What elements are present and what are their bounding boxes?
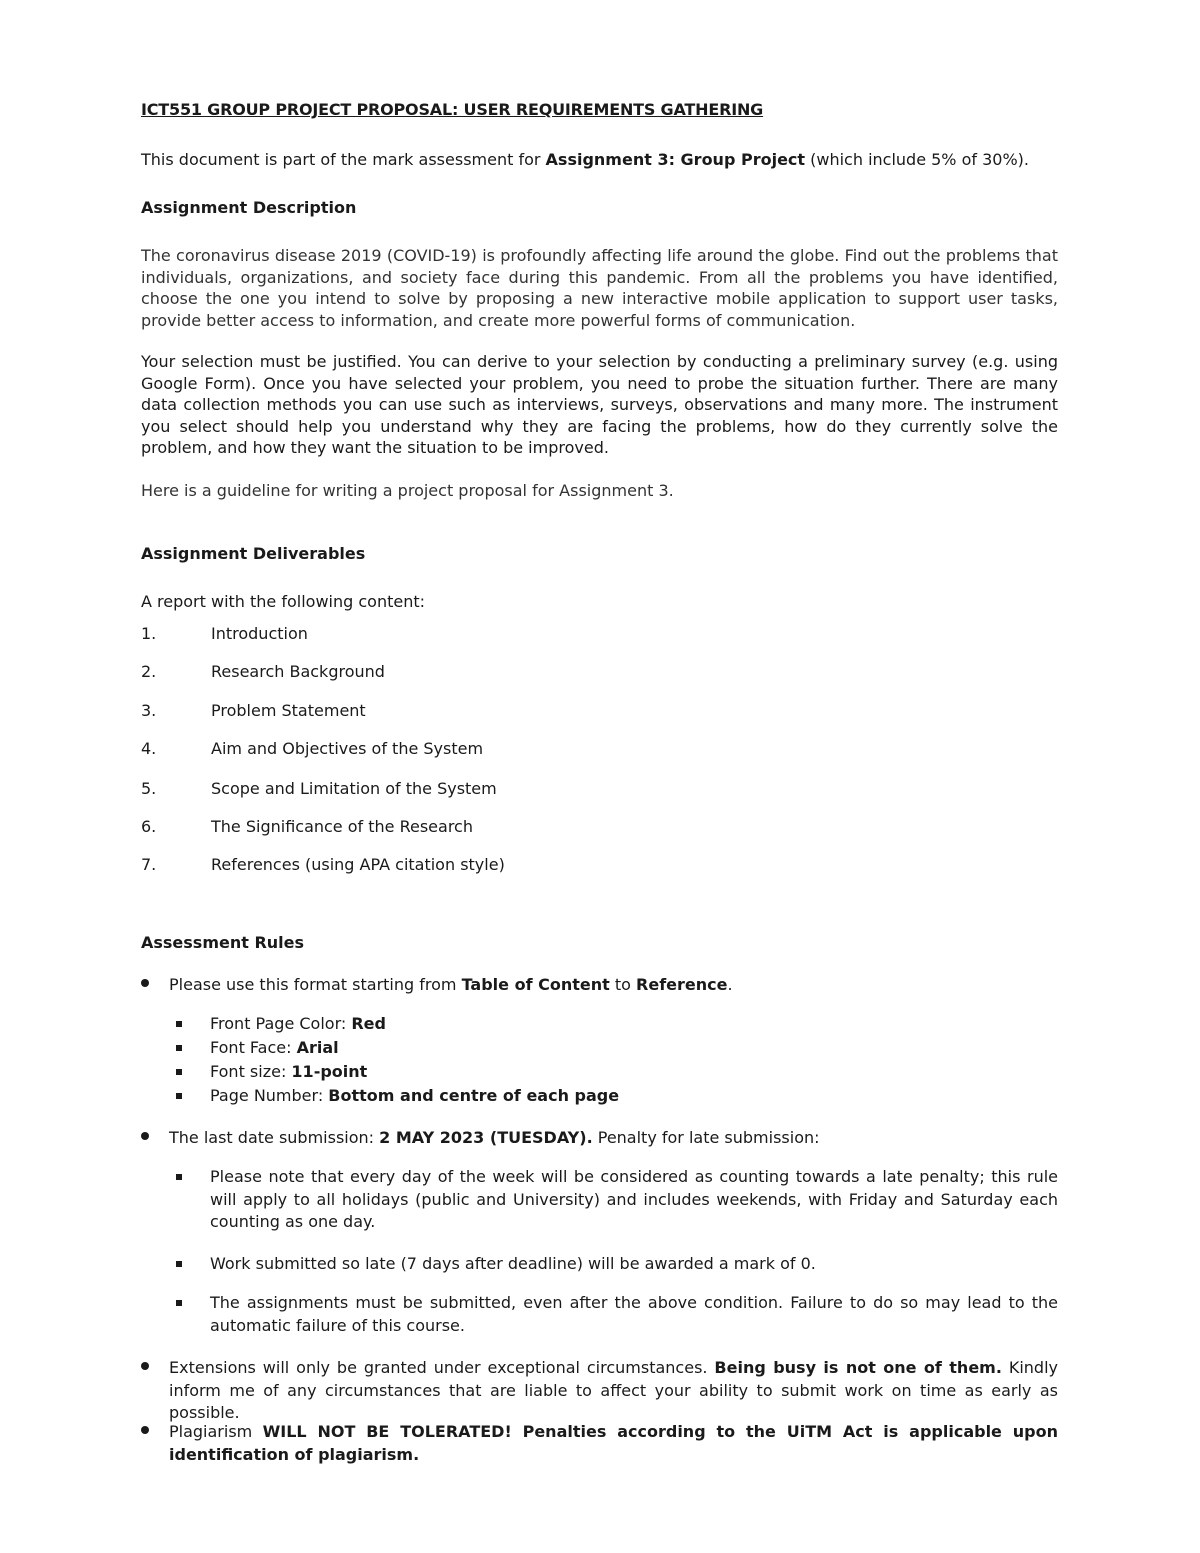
format-label: Font Face: <box>210 1038 297 1057</box>
square-bullet-icon <box>176 1300 182 1306</box>
description-paragraph-2: Your selection must be justified. You can derive to your selection by conducting a preliminary survey (e.g. using Google Form). Once you have selected your problem, you need to probe the situation further. There are many data collection methods you can use such as interviews, surveys, observations and many more. The instrument you select should help you understand why they are facing the problems, how do they currently solve the problem, and how they want the situation to be improved. <box>141 352 1058 457</box>
deliverable-text: Introduction <box>211 624 308 643</box>
bullet-dot-icon <box>141 979 149 987</box>
bullet-dot-icon <box>141 1426 149 1434</box>
rule-text: The last date submission: <box>169 1128 380 1147</box>
penalty-text: Please note that every day of the week will be considered as counting towards a late penalty; this rule will apply to all holidays (public and University) and includes weekends, with Friday and Saturday each counting as one day. <box>210 1167 1058 1231</box>
deliverable-number: 2. <box>141 662 157 681</box>
deliverables-heading: Assignment Deliverables <box>141 544 366 563</box>
format-label: Front Page Color: <box>210 1014 352 1033</box>
format-label: Font size: <box>210 1062 292 1081</box>
deliverable-text: The Significance of the Research <box>211 817 473 836</box>
rule-text: Penalty for late submission: <box>592 1128 820 1147</box>
square-bullet-icon <box>176 1021 182 1027</box>
rule-text: to <box>609 975 637 994</box>
deliverable-number: 5. <box>141 779 157 798</box>
penalty-text: Work submitted so late (7 days after deadline) will be awarded a mark of 0. <box>210 1254 816 1273</box>
deliverable-number: 3. <box>141 701 157 720</box>
format-value: Arial <box>296 1038 339 1057</box>
format-value: 11-point <box>291 1062 368 1081</box>
format-label: Page Number: <box>210 1086 329 1105</box>
rule-text: . <box>727 975 733 994</box>
rule-text: Extensions will only be granted under exceptional circumstances. <box>169 1358 715 1377</box>
intro-weight: (which include 5% of 30%). <box>805 150 1029 169</box>
deliverable-text: References (using APA citation style) <box>211 855 505 874</box>
intro-text: This document is part of the mark assessment for <box>141 150 546 169</box>
plagiarism-warning: WILL NOT BE TOLERATED! Penalties according to the UiTM Act is applicable upon identification of plagiarism. <box>169 1422 1058 1464</box>
square-bullet-icon <box>176 1174 182 1180</box>
deliverable-number: 1. <box>141 624 157 643</box>
bullet-dot-icon <box>141 1362 149 1370</box>
description-heading: Assignment Description <box>141 198 357 217</box>
deliverables-lead: A report with the following content: <box>141 592 426 611</box>
bullet-dot-icon <box>141 1132 149 1140</box>
square-bullet-icon <box>176 1261 182 1267</box>
format-value: Bottom and centre of each page <box>328 1086 620 1105</box>
deliverable-text: Scope and Limitation of the System <box>211 779 497 798</box>
rule-bold-text: Being busy is not one of them. <box>714 1358 1002 1377</box>
deliverable-number: 7. <box>141 855 157 874</box>
deliverable-number: 4. <box>141 739 157 758</box>
description-paragraph-1: The coronavirus disease 2019 (COVID-19) is profoundly affecting life around the globe. Find out the problems that individuals, organizations, and society face during this pandemic. From all the problems you have identified, choose the one you intend to solve by proposing a new interactive mobile application to support user tasks, provide better access to information, and create more powerful forms of communication. <box>141 246 1058 330</box>
rules-heading: Assessment Rules <box>141 933 305 952</box>
rule-bold-text: Reference <box>636 975 728 994</box>
deliverable-text: Aim and Objectives of the System <box>211 739 484 758</box>
intro-assignment-name: Assignment 3: Group Project <box>545 150 806 169</box>
penalty-text: The assignments must be submitted, even after the above condition. Failure to do so may lead to the automatic failure of this course. <box>210 1293 1058 1335</box>
deliverable-text: Problem Statement <box>211 701 366 720</box>
document-title: ICT551 GROUP PROJECT PROPOSAL: USER REQUIREMENTS GATHERING <box>141 100 764 119</box>
rule-text: Kindly inform me of any circumstances that are liable to affect your ability to submit work on time as early as possible. <box>169 1358 1058 1422</box>
deliverable-text: Research Background <box>211 662 385 681</box>
square-bullet-icon <box>176 1093 182 1099</box>
deadline-date: 2 MAY 2023 (TUESDAY). <box>379 1128 593 1147</box>
deliverable-number: 6. <box>141 817 157 836</box>
format-value: Red <box>351 1014 386 1033</box>
description-paragraph-3: Here is a guideline for writing a project proposal for Assignment 3. <box>141 481 674 500</box>
intro-paragraph <box>141 149 1058 171</box>
rule-text: Plagiarism <box>169 1422 263 1441</box>
square-bullet-icon <box>176 1045 182 1051</box>
rule-bold-text: Table of Content <box>461 975 610 994</box>
rule-text: Please use this format starting from <box>169 975 462 994</box>
square-bullet-icon <box>176 1069 182 1075</box>
